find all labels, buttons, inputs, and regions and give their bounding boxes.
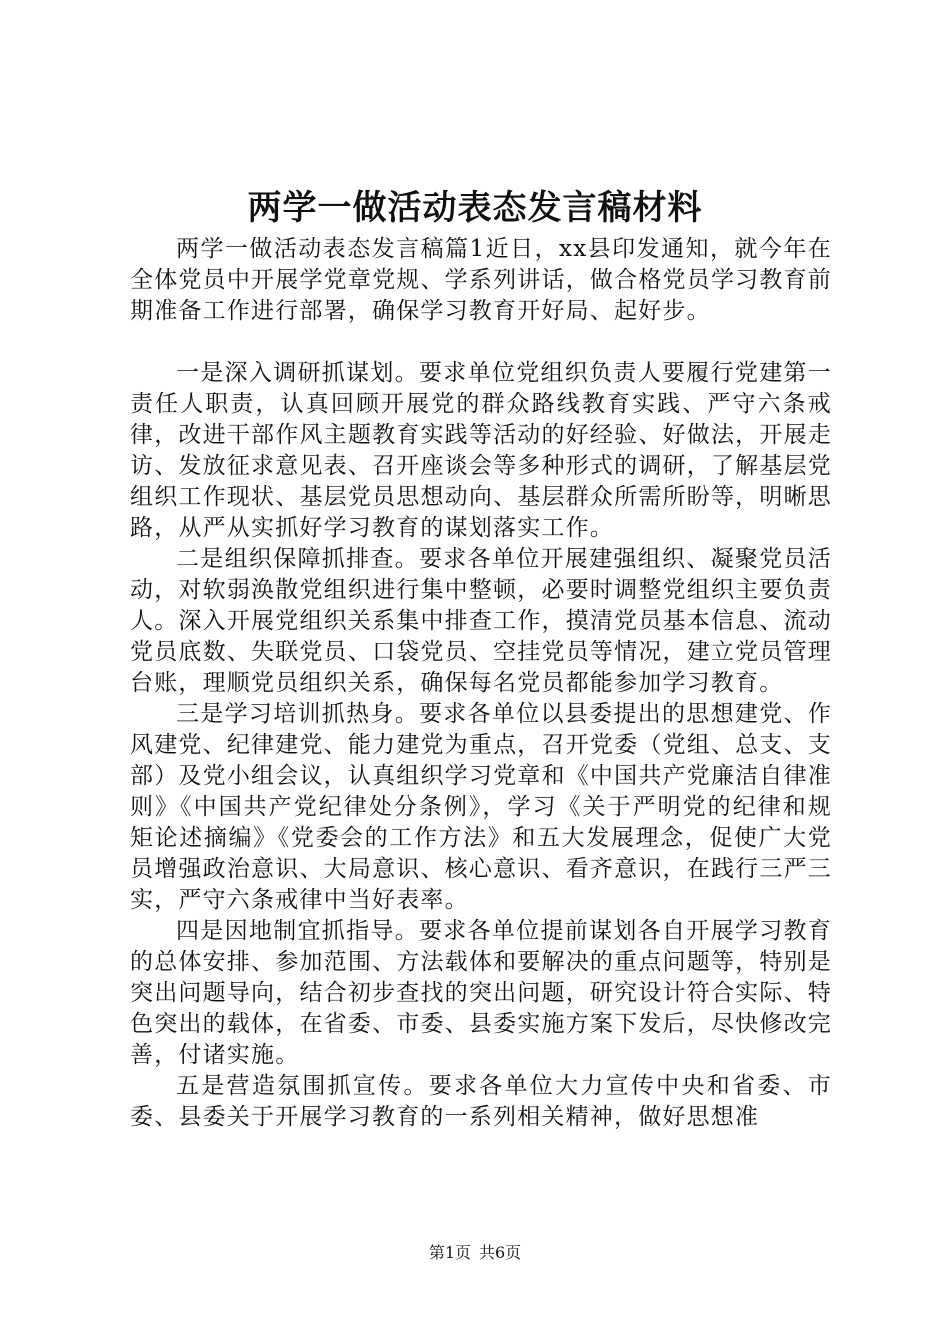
page-total: 共6页 (479, 1243, 522, 1262)
page-footer (0, 1243, 950, 1263)
paragraph-5: 五是营造氛围抓宣传。要求各单位大力宣传中央和省委、市委、县委关于开展学习教育的一系列相关精神，做好思想准 (130, 1073, 832, 1130)
paragraph-3: 三是学习培训抓热身。要求各单位以县委提出的思想建党、作风建党、纪律建党、能力建党为重点，召开党委（党组、总支、支部）及党小组会议，认真组织学习党章和《中国共产党廉洁自律准则》《中国共产党纪律处分条例》，学习《关于严明党的纪律和规矩论述摘编》《党委会的工作方法》和五大发展理念，促使广大党员增强政治意识、大局意识、核心意识、看齐意识，在践行三严三实，严守六条戒律中当好表率。 (130, 701, 832, 913)
page-title: 两学一做活动表态发言稿材料 (247, 188, 703, 228)
paragraph-intro: 两学一做活动表态发言稿篇1近日，xx县印发通知，就今年在全体党员中开展学党章党规、学系列讲话，做合格党员学习教育前期准备工作进行部署，确保学习教育开好局、起好步。 (130, 236, 832, 324)
paragraph-1: 一是深入调研抓谋划。要求单位党组织负责人要履行党建第一责任人职责，认真回顾开展党的群众路线教育实践、严守六条戒律，改进干部作风主题教育实践等活动的好经验、好做法，开展走访、发放征求意见表、召开座谈会等多种形式的调研，了解基层党组织工作现状、基层党员思想动向、基层群众所需所盼等，明晰思路，从严从实抓好学习教育的谋划落实工作。 (130, 360, 832, 541)
paragraph-2: 二是组织保障抓排查。要求各单位开展建强组织、凝聚党员活动，对软弱涣散党组织进行集中整顿，必要时调整党组织主要负责人。深入开展党组织关系集中排查工作，摸清党员基本信息、流动党员底数、失联党员、口袋党员、空挂党员等情况，建立党员管理台账，理顺党员组织关系，确保每名党员都能参加学习教育。 (130, 546, 832, 696)
document-body (130, 234, 832, 1133)
paragraph-4: 四是因地制宜抓指导。要求各单位提前谋划各自开展学习教育的总体安排、参加范围、方法载体和要解决的重点问题等，特别是突出问题导向，结合初步查找的突出问题，研究设计符合实际、特色突出的载体，在省委、市委、县委实施方案下发后，尽快修改完善，付诸实施。 (130, 918, 832, 1068)
page-number: 第1页 (428, 1243, 471, 1262)
